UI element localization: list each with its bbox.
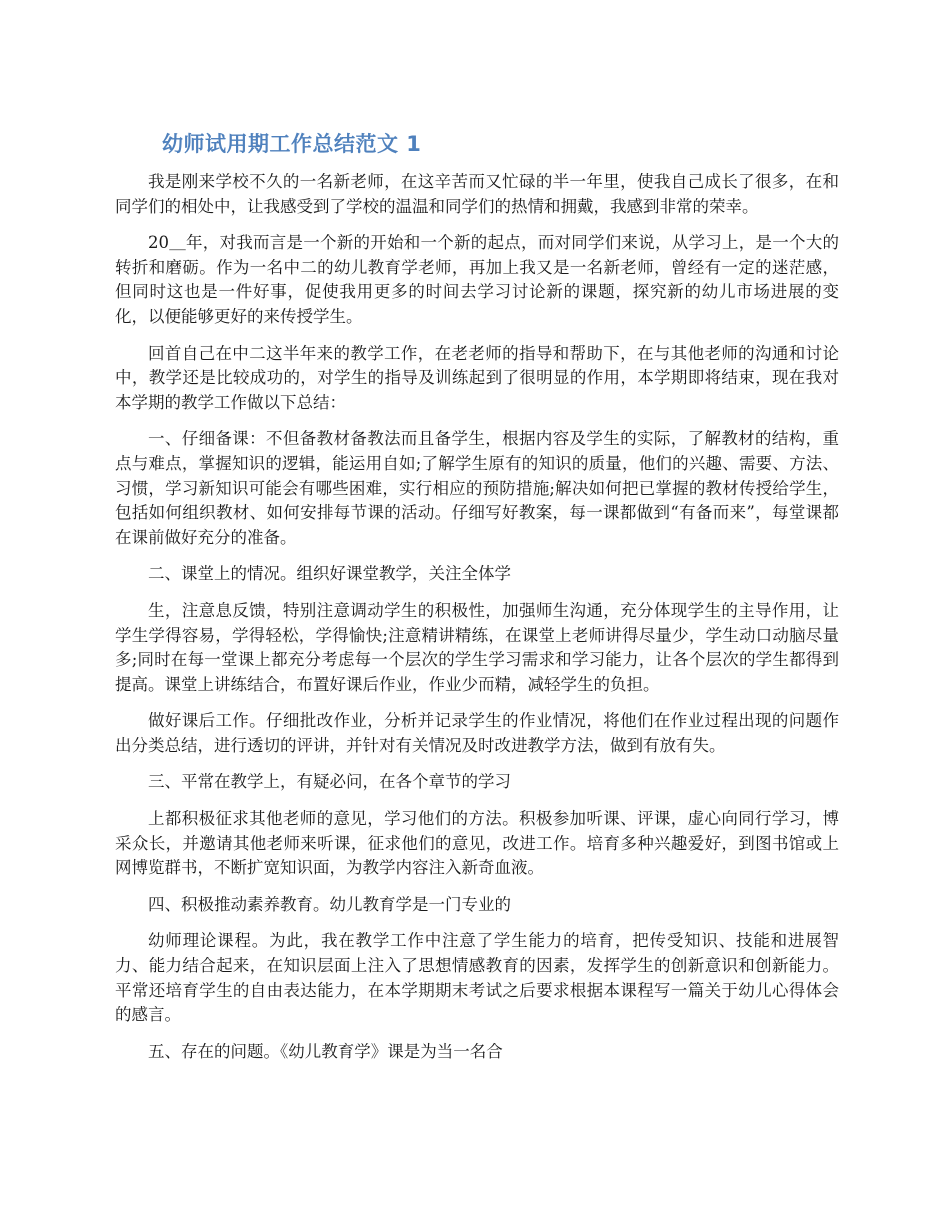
paragraph: 回首自己在中二这半年来的教学工作，在老老师的指导和帮助下，在与其他老师的沟通和讨论中，教学还是比较成功的，对学生的指导及训练起到了很明显的作用，本学期即将结束，现在我对本学期的教学工作做以下总结： xyxy=(115,343,839,412)
paragraph: 四、积极推动素养教育。幼儿教育学是一门专业的 xyxy=(148,894,511,914)
paragraph: 五、存在的问题。《幼儿教育学》课是为当一名合 xyxy=(148,1041,503,1061)
paragraph: 20＿年，对我而言是一个新的开始和一个新的起点，而对同学们来说，从学习上，是一个大的转折和磨砺。作为一名中二的幼儿教育学老师，再加上我又是一名新老师，曾经有一定的迷茫感，但同时这也是一件好事，促使我用更多的时间去学习讨论新的课题，探究新的幼儿市场进展的变化，以便能够更好的来传授学生。 xyxy=(115,233,839,326)
paragraph: 一、仔细备课：不但备教材备教法而且备学生，根据内容及学生的实际，了解教材的结构，重点与难点，掌握知识的逻辑，能运用自如;了解学生原有的知识的质量，他们的兴趣、需要、方法、习惯，学习新知识可能会有哪些困难，实行相应的预防措施;解决如何把已掌握的教材传授给学生，包括如何组织教材、如何安排每节课的活动。仔细写好教案，每一课都做到“有备而来”，每堂课都在课前做好充分的准备。 xyxy=(115,429,839,547)
paragraph: 幼师理论课程。为此，我在教学工作中注意了学生能力的培育，把传受知识、技能和进展智力、能力结合起来，在知识层面上注入了思想情感教育的因素，发挥学生的创新意识和创新能力。平常还培育学生的自由表达能力，在本学期期末考试之后要求根据本课程写一篇关于幼儿心得体会的感言。 xyxy=(115,931,839,1025)
paragraph: 上都积极征求其他老师的意见，学习他们的方法。积极参加听课、评课，虚心向同行学习，博采众长，并邀请其他老师来听课，征求他们的意见，改进工作。培育多种兴趣爱好，到图书馆或上网博览群书，不断扩宽知识面，为教学内容注入新奇血液。 xyxy=(115,809,839,878)
paragraph: 生，注意息反馈，特别注意调动学生的积极性，加强师生沟通，充分体现学生的主导作用，让学生学得容易，学得轻松，学得愉快;注意精讲精练，在课堂上老师讲得尽量少，学生动口动脑尽量多;同时在每一堂课上都充分考虑每一个层次的学生学习需求和学习能力，让各个层次的学生都得到提高。课堂上讲练结合，布置好课后作业，作业少而精，减轻学生的负担。 xyxy=(115,600,839,694)
paragraph: 我是刚来学校不久的一名新老师，在这辛苦而又忙碌的半一年里，使我自己成长了很多，在和同学们的相处中，让我感受到了学校的温温和同学们的热情和拥戴，我感到非常的荣幸。 xyxy=(115,172,839,216)
paragraph: 二、课堂上的情况。组织好课堂教学，关注全体学 xyxy=(148,564,511,584)
paragraph: 三、平常在教学上，有疑必问，在各个章节的学习 xyxy=(148,772,511,792)
paragraph: 做好课后工作。仔细批改作业，分析并记录学生的作业情况，将他们在作业过程出现的问题作出分类总结，进行透切的评讲，并针对有关情况及时改进教学方法，做到有放有失。 xyxy=(115,711,839,755)
document-body xyxy=(115,170,839,1076)
document-title: 幼师试用期工作总结范文 1 xyxy=(162,132,422,156)
